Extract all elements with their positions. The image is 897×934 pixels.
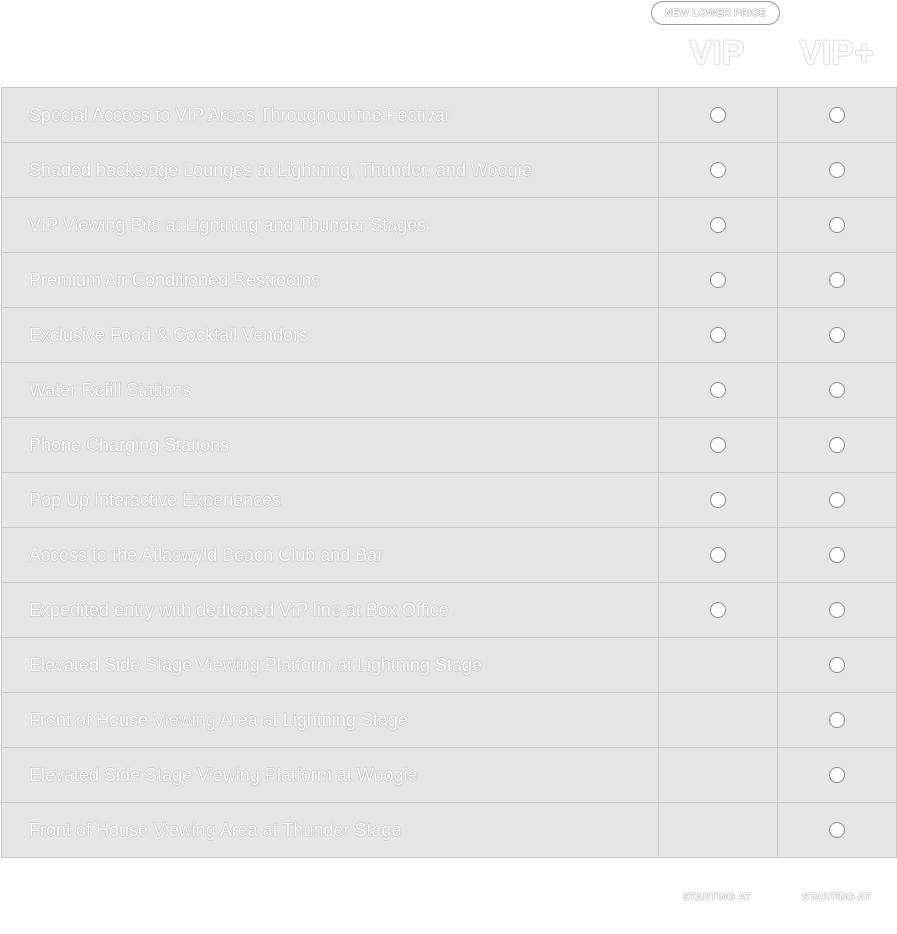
vip-plus-cell (778, 308, 897, 363)
tier-heading-vip-plus: VIP+ (799, 34, 874, 72)
feature-row (2, 583, 897, 638)
included-check-icon (710, 217, 726, 233)
included-check-icon (710, 107, 726, 123)
feature-row (2, 143, 897, 198)
vip-cell (659, 363, 778, 418)
tier-heading-vip: VIP (689, 34, 745, 72)
feature-label: Premium Air Conditioned Restrooms (2, 253, 659, 308)
feature-row (2, 748, 897, 803)
included-check-icon (829, 712, 845, 728)
feature-row (2, 88, 897, 143)
feature-label: Elevated Side Stage Viewing Platform at Woogie (2, 748, 659, 803)
included-check-icon (710, 162, 726, 178)
vip-cell (659, 88, 778, 143)
vip-cell (659, 638, 778, 693)
vip-plus-cell (778, 528, 897, 583)
vip-plus-cell (778, 583, 897, 638)
feature-row (2, 253, 897, 308)
vip-cell (659, 198, 778, 253)
vip-plus-cell (778, 198, 897, 253)
feature-label: Elevated Side Stage Viewing Platform at Lightning Stage (2, 638, 659, 693)
included-check-icon (710, 602, 726, 618)
included-check-icon (710, 547, 726, 563)
included-check-icon (829, 107, 845, 123)
feature-label: Pop Up Interactive Experiences (2, 473, 659, 528)
vip-plus-cell (778, 473, 897, 528)
included-check-icon (829, 437, 845, 453)
included-check-icon (710, 272, 726, 288)
feature-label: Exclusive Food & Cocktail Vendors (2, 308, 659, 363)
vip-plus-cell (778, 418, 897, 473)
feature-row (2, 528, 897, 583)
included-check-icon (829, 272, 845, 288)
vip-cell (659, 803, 778, 858)
vip-cell (659, 308, 778, 363)
vip-cell (659, 693, 778, 748)
vip-plus-cell (778, 363, 897, 418)
feature-label: Expedited entry with dedicated VIP line at Box Office (2, 583, 659, 638)
feature-label: Special Access to VIP Areas Throughout the Festival (2, 88, 659, 143)
included-check-icon (829, 217, 845, 233)
feature-comparison-table (1, 87, 897, 858)
vip-plus-cell (778, 88, 897, 143)
feature-label: Access to the Atlaswyld Beach Club and Bar (2, 528, 659, 583)
vip-plus-cell (778, 693, 897, 748)
feature-row (2, 308, 897, 363)
feature-label: Phone Charging Stations (2, 418, 659, 473)
included-check-icon (829, 602, 845, 618)
vip-plus-cell (778, 748, 897, 803)
vip-plus-cell (778, 803, 897, 858)
vip-plus-starting-at-label: STARTING AT (802, 892, 871, 903)
included-check-icon (829, 492, 845, 508)
included-check-icon (829, 657, 845, 673)
vip-cell (659, 253, 778, 308)
feature-row (2, 803, 897, 858)
feature-row (2, 638, 897, 693)
included-check-icon (710, 437, 726, 453)
feature-row (2, 693, 897, 748)
feature-label: VIP Viewing Pits at Lightning and Thunder Stages (2, 198, 659, 253)
included-check-icon (710, 382, 726, 398)
feature-row (2, 198, 897, 253)
feature-label: Shaded backstage Lounges at Lightning, Thunder, and Woogie (2, 143, 659, 198)
feature-label: Front of House Viewing Area at Thunder Stage (2, 803, 659, 858)
feature-label: Water Refill Stations (2, 363, 659, 418)
vip-cell (659, 748, 778, 803)
vip-cell (659, 418, 778, 473)
vip-starting-at-label: STARTING AT (682, 892, 752, 903)
included-check-icon (710, 492, 726, 508)
new-lower-price-badge: NEW LOWER PRICE (651, 1, 780, 25)
vip-cell (659, 528, 778, 583)
vip-cell (659, 143, 778, 198)
feature-row (2, 473, 897, 528)
vip-plus-cell (778, 143, 897, 198)
vip-plus-cell (778, 638, 897, 693)
included-check-icon (829, 327, 845, 343)
included-check-icon (829, 767, 845, 783)
vip-cell (659, 473, 778, 528)
feature-row (2, 418, 897, 473)
feature-row (2, 363, 897, 418)
included-check-icon (829, 382, 845, 398)
feature-label: Front of House Viewing Area at Lightning Stage (2, 693, 659, 748)
vip-cell (659, 583, 778, 638)
included-check-icon (710, 327, 726, 343)
vip-plus-cell (778, 253, 897, 308)
included-check-icon (829, 547, 845, 563)
included-check-icon (829, 822, 845, 838)
included-check-icon (829, 162, 845, 178)
